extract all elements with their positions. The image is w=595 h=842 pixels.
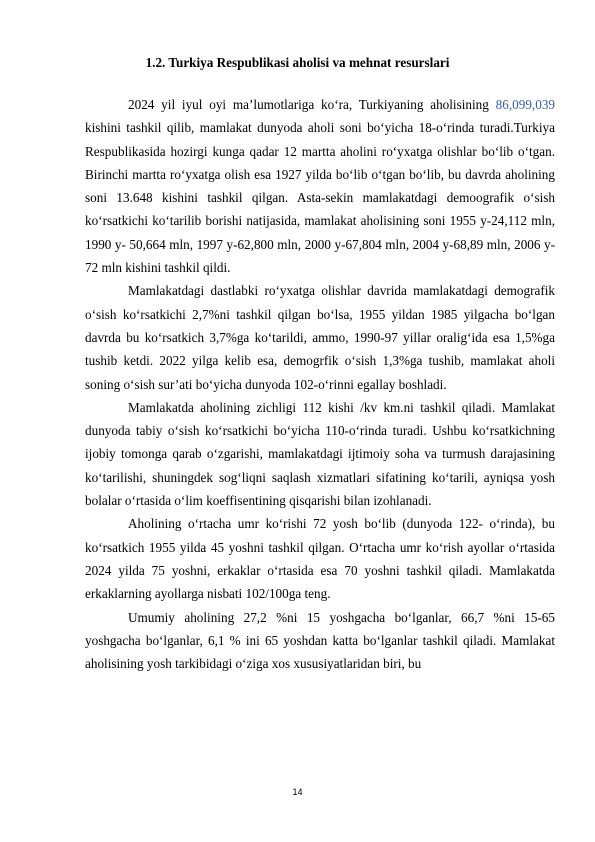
body-text	[85, 93, 555, 675]
paragraph-population	[85, 93, 555, 279]
paragraph-population-rest: kishini tashkil qilib, mamlakat dunyoda aholi soni bo‘yicha 18-o‘rinda turadi.Turkiya Respublikasida hozirgi kunga qadar 12 martta aholini ro‘yxatga olishlar bo‘lib o‘tgan. Birinchi martta ro‘yxatga olish esa 1927 yilda bo‘lib o‘tgan bo‘lib, bu davrda aholining soni 13.648 kishini tashkil qilgan. Asta-sekin mamlakatdagi demoografik o‘sish ko‘rsatkichi ko‘tarilib borishi natijasida, mamlakat aholisining soni 1955 y-24,112 mln, 1990 y- 50,664 mln, 1997 y-62,800 mln, 2000 y-67,804 mln, 2004 y-68,89 mln, 2006 y-72 mln kishini tashkil qildi.	[85, 120, 555, 276]
paragraph-density: Mamlakatda aholining zichligi 112 kishi /kv km.ni tashkil qiladi. Mamlakat dunyoda tabiy o‘sish ko‘rsatkichi bo‘yicha 110-o‘rinda turadi. Ushbu ko‘rsatkichning ijobiy tomonga qarab o‘zgarishi, mamlakatdagi ijtimoiy soha va turmush darajasining ko‘tarilishi, shuningdek sog‘liqni saqlash xizmatlari sifatining ko‘tarili, ayniqsa yosh bolalar o‘rtasida o‘lim koeffisentining qisqarishi bilan izohlanadi.	[85, 399, 555, 509]
section-heading: 1.2. Turkiya Respublikasi aholisi va mehnat resurslari	[145, 55, 450, 70]
paragraph-population-lead: 2024 yil iyul oyi ma’lumotlariga ko‘ra, Turkiyaning aholisining	[128, 97, 496, 112]
page-number: 14	[292, 787, 303, 797]
paragraph-life-expectancy: Aholining o‘rtacha umr ko‘rishi 72 yosh bo‘lib (dunyoda 122- o‘rinda), bu ko‘rsatkich 1955 yilda 45 yoshni tashkil qilgan. O‘rtacha umr ko‘rish ayollar o‘rtasida 2024 yilda 75 yoshni, erkaklar o‘rtasida esa 70 yoshni tashkil qiladi. Mamlakatda erkaklarning ayollarga nisbati 102/100ga teng.	[85, 516, 555, 602]
paragraph-age-structure: Umumiy aholining 27,2 %ni 15 yoshgacha bo‘lganlar, 66,7 %ni 15-65 yoshgacha bo‘lganlar, 6,1 % ini 65 yoshdan katta bo‘lganlar tashkil qiladi. Mamlakat aholisining yosh tarkibidagi o‘ziga xos xususiyatlaridan biri, bu	[85, 609, 555, 672]
population-figure: 86,099,039	[495, 97, 555, 112]
paragraph-demographic-growth: Mamlakatdagi dastlabki ro‘yxatga olishlar davrida mamlakatdagi demografik o‘sish ko‘rsatkichi 2,7%ni tashkil qilgan bo‘lsa, 1955 yildan 1985 yilgacha bo‘lgan davrda bu ko‘rsatkich 3,7%ga ko‘tarildi, ammo, 1990-97 yillar oralig‘ida esa 1,5%ga tushib ketdi. 2022 yilga kelib esa, demogrfik o‘sish 1,3%ga tushib, mamlakat aholi soning o‘sish sur’ati bo‘yicha dunyoda 102-o‘rinni egallay boshladi.	[85, 283, 555, 392]
